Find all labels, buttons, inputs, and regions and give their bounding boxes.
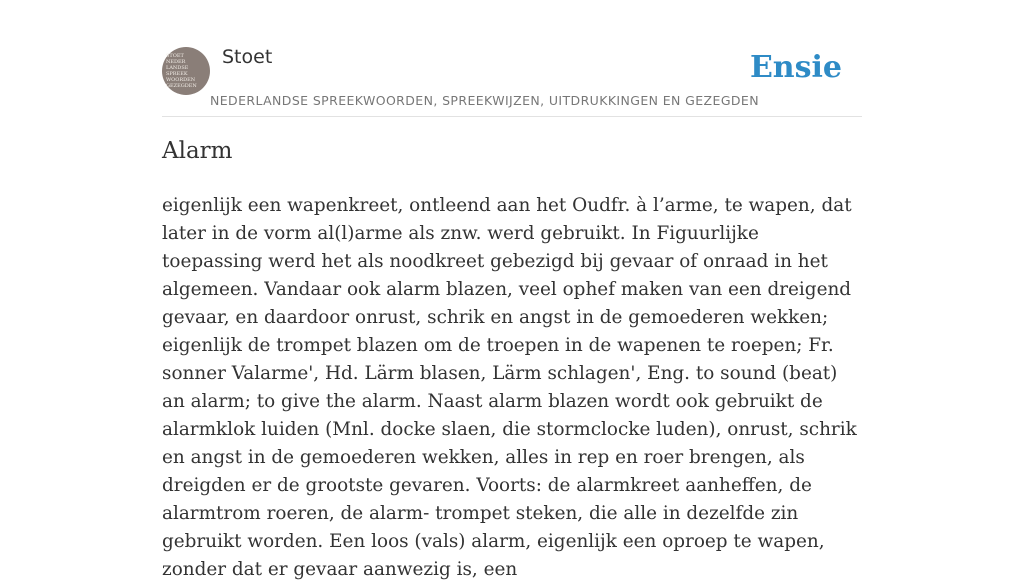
source-avatar[interactable] [162,47,210,95]
brand-logo[interactable]: Ensie [749,50,842,85]
source-subtitle: NEDERLANDSE SPREEKWOORDEN, SPREEKWIJZEN, UITDRUKKINGEN EN GEZEGDEN [210,93,759,108]
entry-text: eigenlijk een wapenkreet, ontleend aan het Oudfr. à l’arme, te wapen, dat later in de vorm al(l)arme als znw. werd gebruikt. In Figuurlijke toepassing werd het als noodkreet gebezigd bij gevaar of onraad in het algemeen. Vandaar ook alarm blazen, veel ophef maken van een dreigend gevaar, en daardoor onrust, schrik en angst in de gemoederen wekken; eigenlijk de trompet blazen om de troepen in de wapenen te roepen; Fr. sonner Valarme', Hd. Lärm blasen, Lärm schlagen', Eng. to sound (beat) an alarm; to give the alarm. Naast alarm blazen wordt ook gebruikt de alarmklok luiden (Mnl. docke slaen, die stormclocke luden), onrust, schrik en angst in de gemoederen wekken, alles in rep en roer brengen, als dreigden er de grootste gevaren. Voorts: de alarmkreet aanheffen, de alarmtrom roeren, de alarm- trompet steken, die alle in dezelfde zin gebruikt worden. Een loos (vals) alarm, eigenlijk een oproep te wapen, zonder dat er gevaar aanwezig is, een [162,195,857,580]
source-name[interactable]: Stoet [222,46,273,68]
source-header [162,46,862,117]
entry-title: Alarm [162,138,233,164]
avatar-cover-text: STOET NEDER LANDSE SPREEK WOORDEN GEZEGDEN [166,53,197,89]
